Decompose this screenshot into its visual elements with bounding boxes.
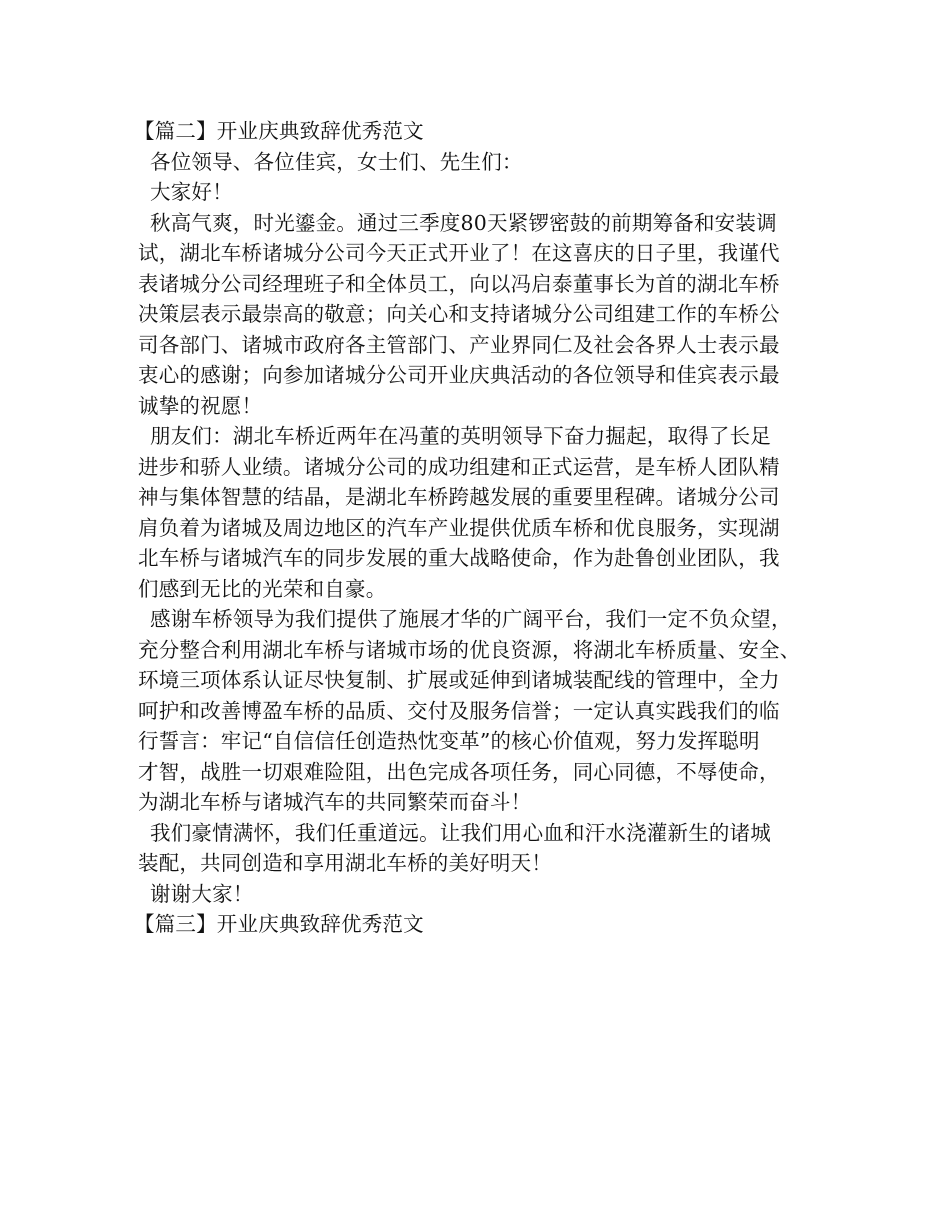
paragraph-line: 进步和骄人业绩。诸城分公司的成功组建和正式运营，是车桥人团队精 xyxy=(138,454,780,479)
paragraph-line: 环境三项体系认证尽快复制、扩展或延伸到诸城装配线的管理中，全力 xyxy=(138,668,780,692)
paragraph-line: 充分整合利用湖北车桥与诸城市场的优良资源，将湖北车桥质量、安全、 xyxy=(138,637,801,662)
paragraph-line: 朋友们：湖北车桥近两年在冯董的英明领导下奋力掘起，取得了长足 xyxy=(150,424,771,448)
paragraph-line: 感谢车桥领导为我们提供了施展才华的广阔平台，我们一定不负众望， xyxy=(150,607,792,631)
paragraph-line: 行誓言：牢记“自信信任创造热忱变革”的核心价值观，努力发挥聪明 xyxy=(138,729,760,753)
paragraph-line: 北车桥与诸城汽车的同步发展的重大战略使命，作为赴鲁创业团队，我 xyxy=(138,546,780,570)
paragraph-line: 们感到无比的光荣和自豪。 xyxy=(138,576,387,601)
paragraph-line: 诚挚的祝愿！ xyxy=(138,393,263,418)
section-heading: 【篇三】开业庆典致辞优秀范文 xyxy=(134,912,424,936)
paragraph-line: 各位领导、各位佳宾，女士们、先生们： xyxy=(150,149,523,174)
paragraph-line: 司各部门、诸城市政府各主管部门、产业界同仁及社会各界人士表示最 xyxy=(138,332,780,357)
document-body xyxy=(134,116,828,940)
paragraph-line: 大家好！ xyxy=(150,180,233,204)
paragraph-line: 装配，共同创造和享用湖北车桥的美好明天！ xyxy=(138,851,552,875)
section-heading: 【篇二】开业庆典致辞优秀范文 xyxy=(134,119,424,143)
paragraph-line: 表诸城分公司经理班子和全体员工，向以冯启泰董事长为首的湖北车桥 xyxy=(138,271,780,296)
paragraph-line: 呵护和改善博盈车桥的品质、交付及服务信誉；一定认真实践我们的临 xyxy=(138,698,780,723)
paragraph-line: 试，湖北车桥诸城分公司今天正式开业了！在这喜庆的日子里，我谨代 xyxy=(138,241,780,265)
paragraph-line: 秋高气爽，时光鎏金。通过三季度80天紧锣密鼓的前期筹备和安装调 xyxy=(150,210,777,235)
paragraph-line: 神与集体智慧的结晶，是湖北车桥跨越发展的重要里程碑。诸城分公司 xyxy=(138,485,780,509)
paragraph-line: 肩负着为诸城及周边地区的汽车产业提供优质车桥和优良服务，实现湖 xyxy=(138,515,780,540)
paragraph-line: 为湖北车桥与诸城汽车的共同繁荣而奋斗！ xyxy=(138,790,532,814)
paragraph-line: 才智，战胜一切艰难险阻，出色完成各项任务，同心同德，不辱使命， xyxy=(138,759,780,784)
paragraph-line: 谢谢大家！ xyxy=(150,881,254,906)
paragraph-line: 决策层表示最崇高的敬意；向关心和支持诸城分公司组建工作的车桥公 xyxy=(138,302,780,326)
paragraph-line: 衷心的感谢；向参加诸城分公司开业庆典活动的各位领导和佳宾表示最 xyxy=(138,363,780,387)
paragraph-line: 我们豪情满怀，我们任重道远。让我们用心血和汗水浇灌新生的诸城 xyxy=(150,820,771,845)
